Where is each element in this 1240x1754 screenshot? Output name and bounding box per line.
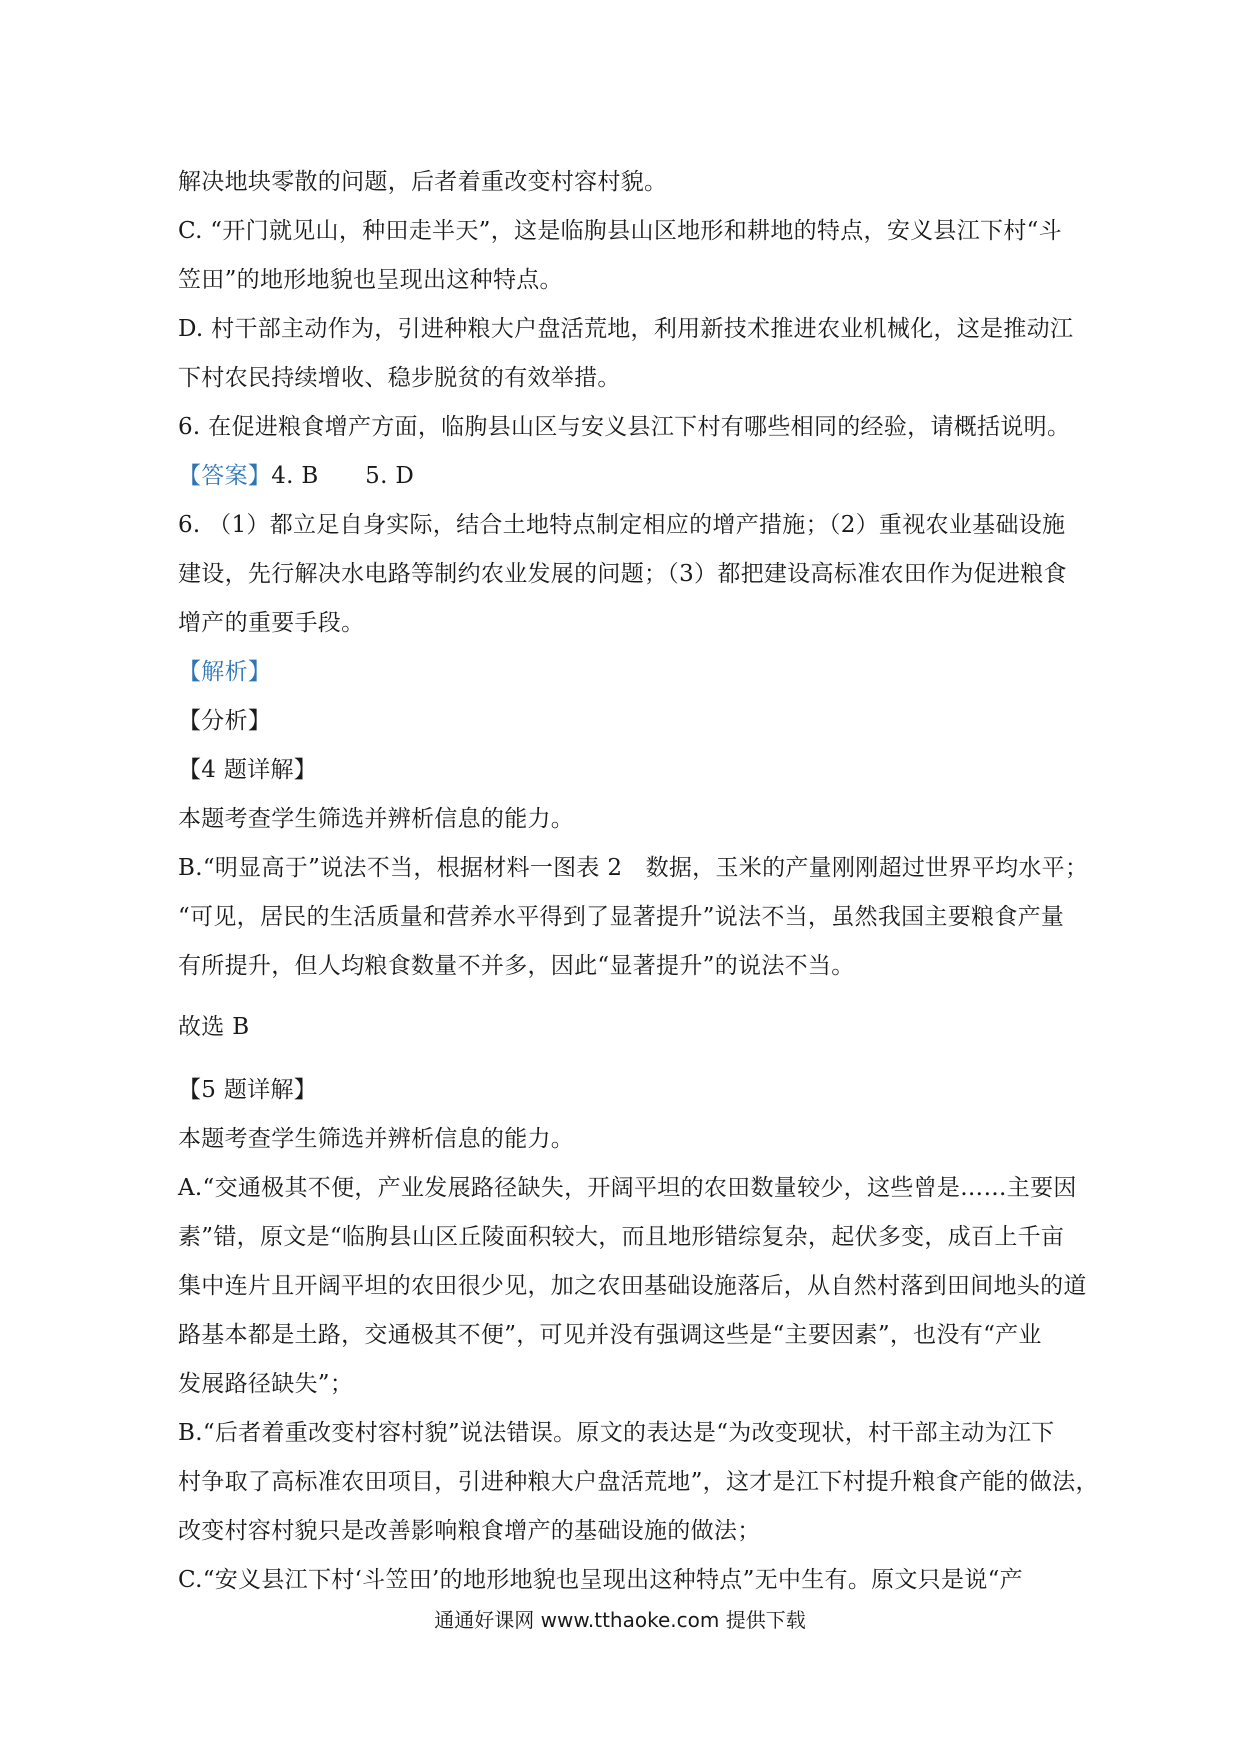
- text-line: B.“明显高于”说法不当，根据材料一图表 2 数据，玉米的产量刚刚超过世界平均水平；: [178, 855, 1089, 881]
- text-line: 村争取了高标准农田项目，引进种粮大户盘活荒地”，这才是江下村提升粮食产能的做法，: [178, 1469, 1099, 1495]
- page-footer: 通通好课网 www.tthaoke.com 提供下载: [434, 1608, 806, 1632]
- question-6: 6. 在促进粮食增产方面，临朐县山区与安义县江下村有哪些相同的经验，请概括说明。: [178, 414, 1071, 440]
- text-line: 素”错，原文是“临朐县山区丘陵面积较大，而且地形错综复杂，起伏多变，成百上千亩: [178, 1224, 1065, 1250]
- section-heading: 【5 题详解】: [178, 1077, 318, 1103]
- text-line: 路基本都是土路，交通极其不便”，可见并没有强调这些是“主要因素”，也没有“产业: [178, 1322, 1042, 1348]
- text-line: 改变村容村貌只是改善影响粮食增产的基础设施的做法；: [178, 1518, 761, 1544]
- text-line: 6. （1）都立足自身实际，结合土地特点制定相应的增产措施；（2）重视农业基础设施: [178, 512, 1066, 538]
- text-line: D. 村干部主动作为，引进种粮大户盘活荒地，利用新技术推进农业机械化，这是推动江: [178, 316, 1074, 342]
- text-line: 集中连片且开阔平坦的农田很少见，加之农田基础设施落后，从自然村落到田间地头的道: [178, 1273, 1087, 1299]
- text-line: 发展路径缺失”；: [178, 1371, 354, 1397]
- text-line: 有所提升，但人均粮食数量不并多，因此“显著提升”的说法不当。: [178, 953, 855, 979]
- document-body: [178, 158, 1099, 1605]
- text-line: 本题考查学生筛选并辨析信息的能力。: [178, 806, 575, 832]
- text-line: A.“交通极其不便，产业发展路径缺失，开阔平坦的农田数量较少，这些曾是……主要因: [178, 1175, 1077, 1201]
- section-heading: 【4 题详解】: [178, 757, 318, 783]
- text-line: C. “开门就见山，种田走半天”，这是临朐县山区地形和耕地的特点，安义县江下村“斗: [178, 218, 1062, 244]
- section-heading: 【分析】: [178, 708, 272, 734]
- text-line: 解决地块零散的问题，后者着重改变村容村貌。: [178, 169, 668, 195]
- text-line: 建设，先行解决水电路等制约农业发展的问题；（3）都把建设高标准农田作为促进粮食: [178, 561, 1067, 587]
- answer-label: 【答案】: [178, 463, 272, 489]
- text-line: 笠田”的地形地貌也呈现出这种特点。: [178, 267, 563, 293]
- text-line: “可见，居民的生活质量和营养水平得到了显著提升”说法不当，虽然我国主要粮食产量: [178, 904, 1065, 930]
- text-line: 增产的重要手段。: [178, 610, 365, 636]
- text-line: C.“安义县江下村‘斗笠田’的地形地貌也呈现出这种特点”无中生有。原文只是说“产: [178, 1567, 1023, 1593]
- text-line: 故选 B: [178, 1014, 250, 1040]
- text-line: 下村农民持续增收、稳步脱贫的有效举措。: [178, 365, 621, 391]
- answer-line: [178, 452, 1068, 501]
- answer-text: 4. B 5. D: [271, 463, 415, 489]
- text-line: B.“后者着重改变村容村貌”说法错误。原文的表达是“为改变现状，村干部主动为江下: [178, 1420, 1055, 1446]
- text-line: 本题考查学生筛选并辨析信息的能力。: [178, 1126, 575, 1152]
- analysis-label: 【解析】: [178, 659, 272, 685]
